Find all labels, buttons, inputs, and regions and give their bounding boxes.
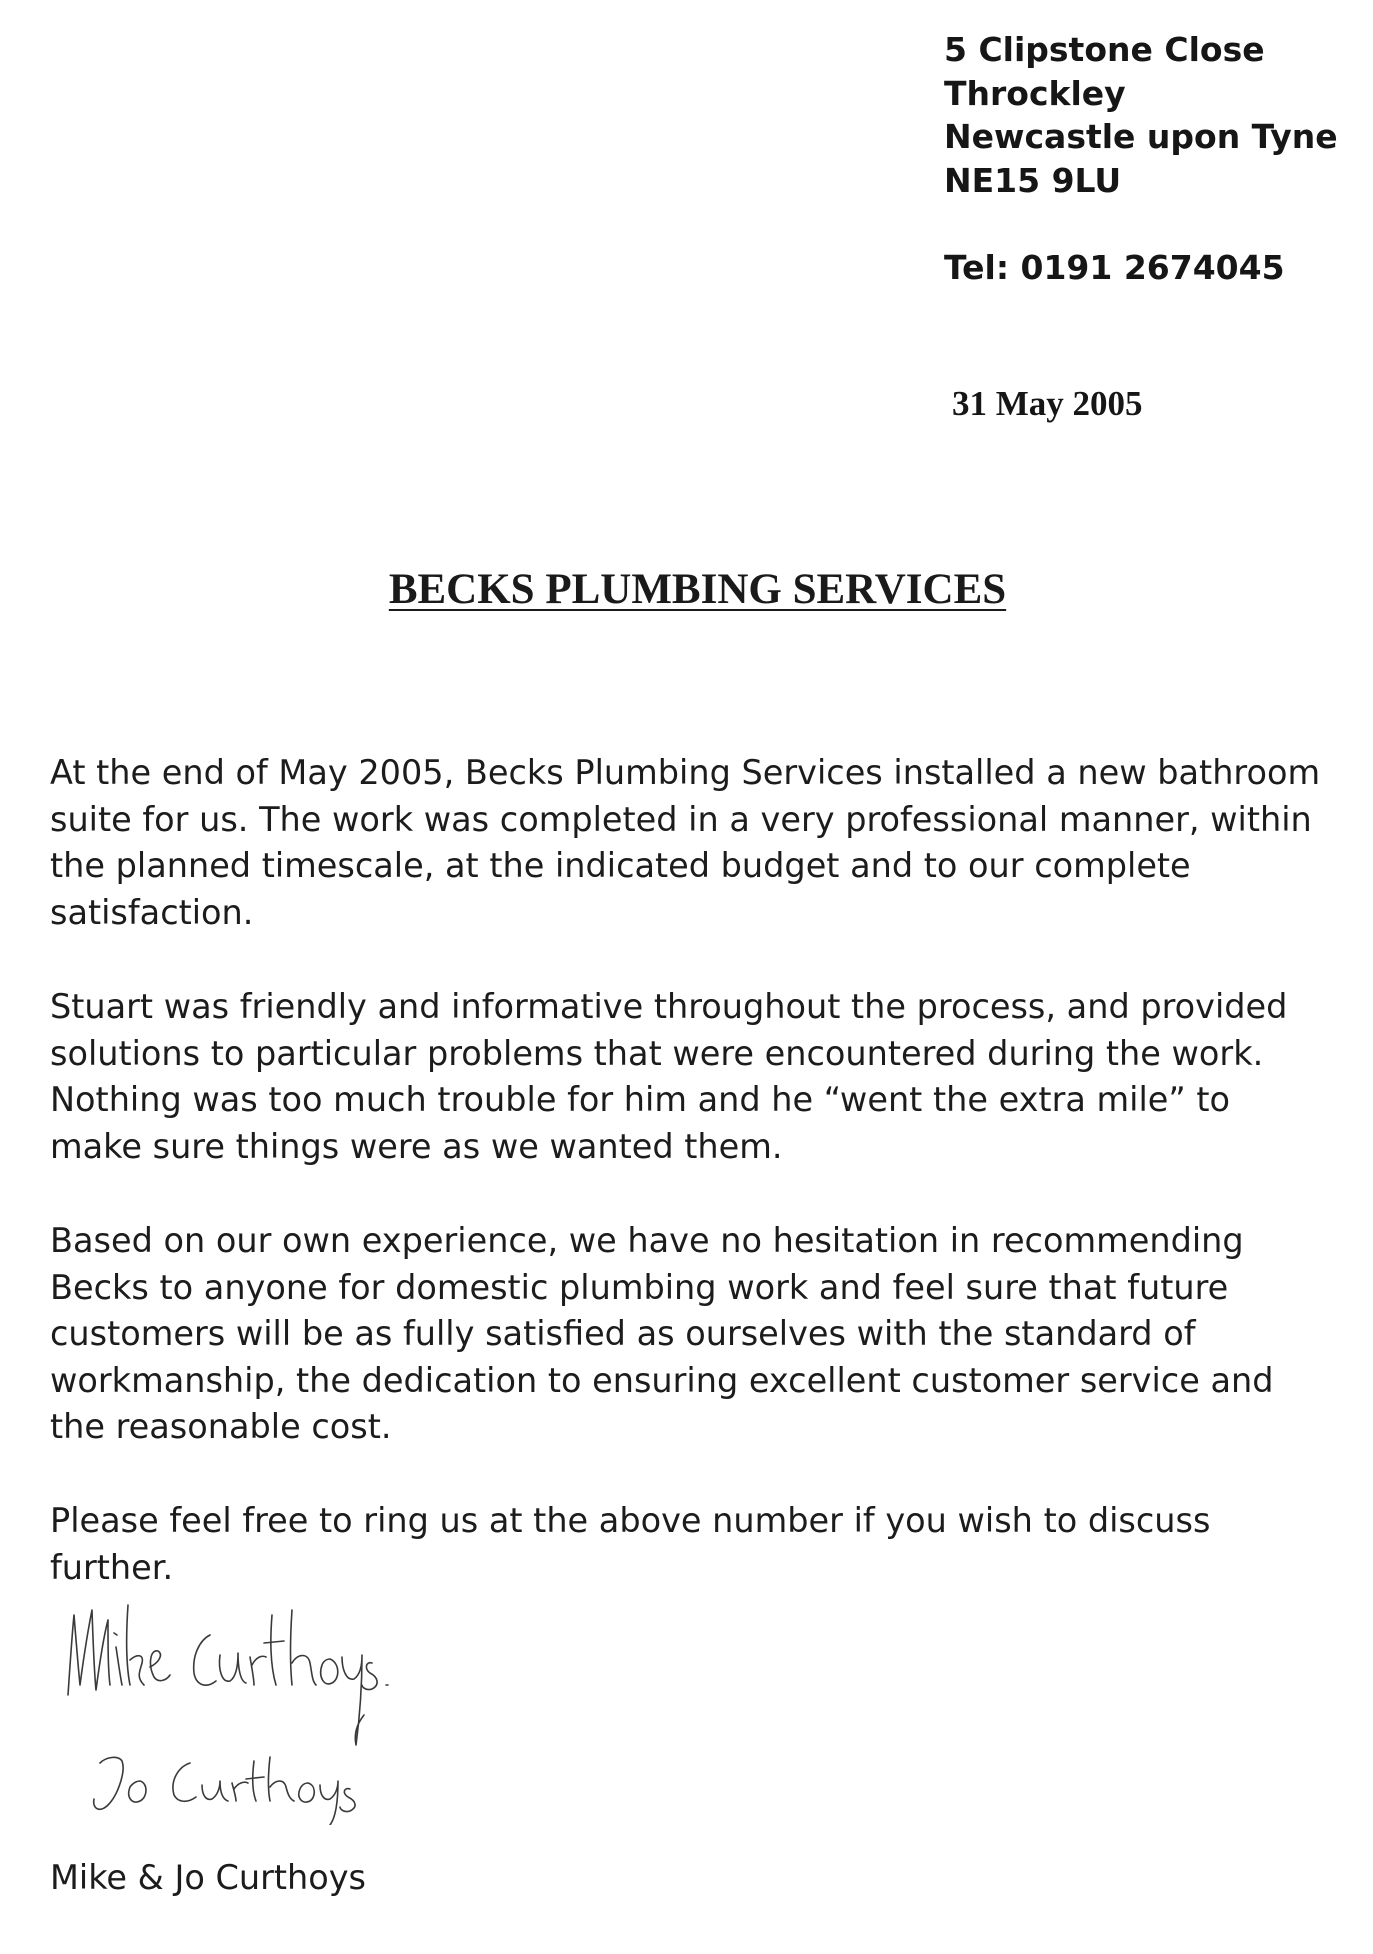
body-paragraph xyxy=(50,1218,1350,1451)
paragraph-line: satisfaction. xyxy=(50,892,254,932)
paragraph-line: At the end of May 2005, Becks Plumbing Services installed a new bathroom xyxy=(50,753,1321,792)
address-line-street: 5 Clipstone Close xyxy=(944,30,1265,69)
paragraph-line: Based on our own experience, we have no hesitation in recommending xyxy=(50,1221,1244,1260)
paragraph-line: the reasonable cost. xyxy=(50,1407,392,1446)
body-paragraph xyxy=(50,750,1350,936)
sign-off-names: Mike & Jo Curthoys xyxy=(50,1858,367,1897)
body-paragraph xyxy=(50,984,1350,1170)
letter-date: 31 May 2005 xyxy=(952,384,1143,423)
signature-mike xyxy=(68,1605,388,1745)
paragraph-line: Becks to anyone for domestic plumbing work and feel sure that future xyxy=(50,1267,1229,1307)
address-line-postcode: NE15 9LU xyxy=(944,160,1122,200)
paragraph-line: Stuart was friendly and informative throughout the process, and provided xyxy=(50,987,1288,1026)
paragraph-line: Please feel free to ring us at the above number if you wish to discuss xyxy=(50,1501,1211,1540)
paragraph-line: workmanship, the dedication to ensuring excellent customer service and xyxy=(50,1360,1274,1400)
paragraph-line: solutions to particular problems that were encountered during the work. xyxy=(50,1033,1264,1073)
paragraph-line: suite for us. The work was completed in a very professional manner, within xyxy=(50,799,1312,839)
handwritten-signatures xyxy=(60,1585,480,1825)
signature-jo xyxy=(94,1757,355,1825)
letter-heading: BECKS PLUMBING SERVICES xyxy=(388,566,1007,613)
paragraph-line: further. xyxy=(50,1547,174,1587)
address-line-locality: Throckley xyxy=(944,73,1126,113)
sender-address xyxy=(944,28,1338,202)
sender-phone: Tel: 0191 2674045 xyxy=(944,248,1285,287)
paragraph-line: customers will be as fully satisfied as ourselves with the standard of xyxy=(50,1314,1196,1353)
paragraph-line: Nothing was too much trouble for him and he “went the extra mile” to xyxy=(50,1080,1231,1119)
body-paragraph xyxy=(50,1498,1350,1591)
address-line-city: Newcastle upon Tyne xyxy=(944,117,1338,156)
paragraph-line: the planned timescale, at the indicated budget and to our complete xyxy=(50,846,1191,885)
paragraph-line: make sure things were as we wanted them. xyxy=(50,1126,783,1166)
